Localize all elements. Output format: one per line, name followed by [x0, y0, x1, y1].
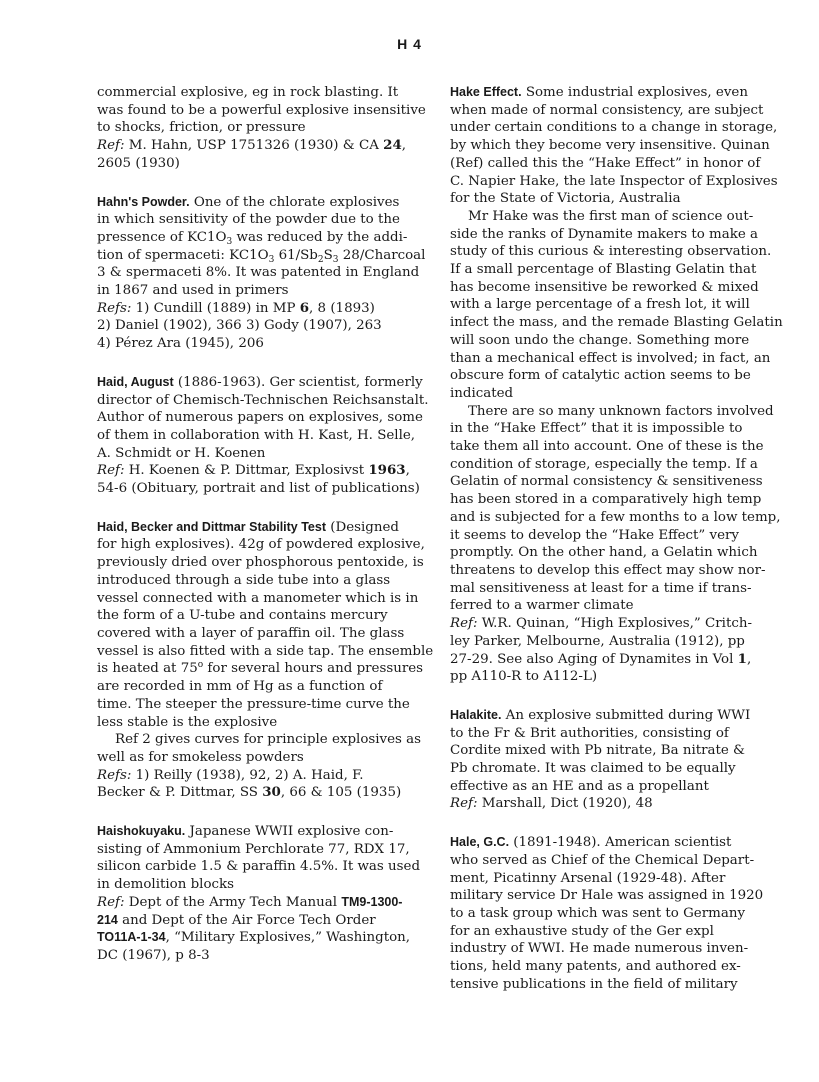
text-line: less stable is the explosive	[97, 714, 278, 730]
text-line: with a large percentage of a fresh lot, it will	[450, 297, 750, 313]
entry-haid-august	[97, 374, 429, 498]
entry-first-line: Hale, G.C. (1891-1948). American scientist	[450, 835, 732, 851]
text-line: If a small percentage of Blasting Gelatin that	[450, 262, 757, 278]
text-line: when made of normal consistency, are subject	[450, 102, 764, 118]
text-line: introduced through a side tube into a glass	[97, 572, 391, 588]
text-line: under certain conditions to a change in storage,	[450, 120, 778, 136]
text-line: vessel is also fitted with a side tap. The ensemble	[97, 643, 434, 659]
text-line: effective as an HE and as a propellant	[450, 778, 709, 794]
ref-label: Ref:	[450, 616, 478, 632]
entry-continued	[97, 84, 426, 173]
text-line: C. Napier Hake, the late Inspector of Explosives	[450, 173, 778, 189]
ref-label: Ref:	[97, 894, 125, 910]
text-line: tions, held many patents, and authored ex-	[450, 959, 741, 975]
text-line: indicated	[450, 385, 514, 401]
text-line: previously dried over phosphorous pentoxide, is	[97, 555, 424, 571]
text-line: is heated at 75$^o$ for several hours and pressures	[97, 660, 424, 677]
reference-line: 2605 (1930)	[97, 155, 180, 171]
text-line: for an exhaustive study of the Ger expl	[450, 923, 714, 939]
entry-heading: Hake Effect.	[450, 85, 522, 99]
reference-line: ley Parker, Melbourne, Australia (1912), pp	[450, 633, 745, 649]
text-line: (Ref) called this the “Hake Effect” in honor of	[450, 155, 761, 171]
reference-line: pp A110-R to A112-L)	[450, 669, 598, 685]
entry-heading: Hale, G.C.	[450, 835, 510, 850]
text-line: than a mechanical effect is involved; in fact, an	[450, 350, 771, 366]
text-line: to shocks, friction, or pressure	[97, 120, 306, 136]
text-line: who served as Chief of the Chemical Depart-	[450, 852, 755, 868]
text-line: commercial explosive, eg in rock blasting. It	[97, 85, 399, 100]
text-line: pressence of $KC1O_3$ was reduced by the addi-	[97, 229, 408, 247]
text-line: covered with a layer of paraffin oil. The glass	[97, 625, 405, 641]
reference-line: 27-29. See also Aging of Dynamites in Vol 1,	[450, 650, 752, 667]
entry-first-line: Haishokuyaku. Japanese WWII explosive con-	[97, 824, 394, 840]
text-line: threatens to develop this effect may show nor-	[450, 562, 766, 578]
entry-heading: Hahn's Powder.	[97, 194, 190, 209]
entry-hale-gc	[450, 834, 768, 993]
text-line: has become insensitive be reworked & mixed	[450, 279, 759, 295]
reference-line: 2) Daniel (1902), 366 3) Gody (1907), 263	[97, 318, 382, 334]
text-line: in 1867 and used in primers	[97, 283, 289, 299]
refs-label: Refs:	[97, 767, 132, 783]
entry-halakite	[450, 707, 768, 813]
reference-line: Ref: Dept of the Army Tech Manual TM9-1300-	[97, 894, 403, 910]
text-line: tensive publications in the field of military	[450, 976, 738, 992]
text-line: Author of numerous papers on explosives, some	[97, 410, 423, 426]
text-line: military service Dr Hale was assigned in 1920	[450, 888, 764, 904]
text-line: ment, Picatinny Arsenal (1929-48). After	[450, 870, 726, 886]
text-line: Gelatin of normal consistency & sensitiveness	[450, 474, 763, 490]
text-line: for the State of Victoria, Australia	[450, 191, 681, 207]
entry-heading: Halakite.	[450, 707, 502, 722]
ref-label: Ref:	[97, 463, 125, 479]
text-line: for high explosives). 42g of powdered explosive,	[97, 537, 425, 553]
text-line: ferred to a warmer climate	[450, 598, 634, 614]
text-line: in demolition blocks	[97, 877, 234, 893]
text-line: to the Fr & Brit authorities, consisting of	[450, 725, 729, 741]
text-line: promptly. On the other hand, a Gelatin which	[450, 545, 758, 561]
right-column	[450, 84, 783, 1014]
text-line: vessel connected with a manometer which is in	[97, 590, 419, 606]
text-line: the form of a U-tube and contains mercury	[97, 608, 388, 624]
reference-line: 54-6 (Obituary, portrait and list of publications)	[97, 481, 420, 497]
text-line: was found to be a powerful explosive insensitive	[97, 102, 426, 118]
text-line: time. The steeper the pressure-time curve the	[97, 696, 410, 712]
reference-line: 214 and Dept of the Air Force Tech Order	[97, 912, 376, 928]
ref-label: Ref:	[450, 796, 478, 812]
entry-first-line: Hake Effect. Some industrial explosives, even	[450, 85, 748, 100]
entry-heading: Haid, August	[97, 374, 174, 389]
text-line: it seems to develop the “Hake Effect” very	[450, 527, 739, 543]
left-column	[97, 84, 434, 986]
entry-stability-test	[97, 519, 434, 802]
entry-heading: Haishokuyaku.	[97, 824, 186, 839]
text-line: well as for smokeless powders	[97, 749, 304, 765]
text-line: 3 & spermaceti 8%. It was patented in England	[97, 265, 420, 281]
text-line: A. Schmidt or H. Koenen	[97, 445, 266, 461]
reference-line: Refs: 1) Reilly (1938), 92, 2) A. Haid, F.	[97, 767, 364, 783]
entry-first-line: Haid, August (1886-1963). Ger scientist, formerly	[97, 374, 423, 390]
entry-first-line: Halakite. An explosive submitted during WWI	[450, 707, 751, 723]
text-line: in which sensitivity of the powder due to the	[97, 212, 400, 228]
reference-line: Ref: W.R. Quinan, “High Explosives,” Critch-	[450, 616, 752, 632]
text-line: obscure form of catalytic action seems to be	[450, 368, 751, 384]
reference-line: Ref: M. Hahn, USP 1751326 (1930) & CA 24,	[97, 137, 407, 154]
text-line: Ref 2 gives curves for principle explosives as	[115, 732, 422, 748]
text-line: condition of storage, especially the temp. If a	[450, 456, 758, 472]
reference-line: Becker & P. Dittmar, SS 30, 66 & 105 (1935)	[97, 784, 402, 801]
text-line: There are so many unknown factors involved	[468, 403, 774, 419]
text-line: Mr Hake was the first man of science out-	[468, 208, 754, 224]
entry-hake-effect	[450, 84, 783, 686]
refs-label: Refs:	[97, 300, 132, 316]
text-line: in the “Hake Effect” that it is impossible to	[450, 421, 743, 437]
entry-heading: Haid, Becker and Dittmar Stability Test	[97, 519, 326, 534]
entry-hahns-powder	[97, 194, 426, 353]
reference-line: Ref: Marshall, Dict (1920), 48	[450, 796, 653, 812]
text-line: has been stored in a comparatively high temp	[450, 492, 762, 508]
reference-line: Refs: 1) Cundill (1889) in MP 6, 8 (1893)	[97, 299, 375, 316]
text-line: study of this curious & interesting observation.	[450, 244, 772, 260]
ref-label: Ref:	[97, 138, 125, 154]
reference-line: TO11A-1-34, “Military Explosives,” Washington,	[97, 930, 411, 946]
entry-first-line: Haid, Becker and Dittmar Stability Test (Designed	[97, 519, 399, 535]
text-line: side the ranks of Dynamite makers to make a	[450, 226, 758, 242]
reference-line: 4) Pérez Ara (1945), 206	[97, 336, 264, 352]
text-line: will soon undo the change. Something more	[450, 332, 750, 348]
text-line: take them all into account. One of these is the	[450, 439, 764, 455]
text-line: Cordite mixed with Pb nitrate, Ba nitrate &	[450, 743, 745, 759]
text-line: tion of spermaceti: $KC1O_3$ $61/Sb_2S_3$ 28/Charcoal	[97, 247, 426, 265]
reference-line: DC (1967), p 8-3	[97, 947, 210, 963]
text-line: and is subjected for a few months to a low temp,	[450, 509, 781, 525]
text-line: sisting of Ammonium Perchlorate 77, RDX 17,	[97, 841, 410, 857]
text-line: by which they become very insensitive. Quinan	[450, 138, 770, 154]
text-line: mal sensitiveness at least for a time if trans-	[450, 580, 752, 596]
entry-first-line: Hahn's Powder. One of the chlorate explosives	[97, 194, 400, 210]
text-line: infect the mass, and the remade Blasting Gelatin	[450, 315, 783, 331]
page-number: H 4	[397, 36, 422, 52]
text-line: silicon carbide 1.5 & paraffin 4.5%. It was used	[97, 859, 421, 875]
text-line: Pb chromate. It was claimed to be equally	[450, 761, 736, 777]
text-line: to a task group which was sent to Germany	[450, 905, 746, 921]
text-line: are recorded in mm of Hg as a function of	[97, 679, 383, 695]
text-line: director of Chemisch-Technischen Reichsanstalt.	[97, 392, 429, 408]
text-line: of them in collaboration with H. Kast, H. Selle,	[97, 427, 416, 443]
reference-line: Ref: H. Koenen & P. Dittmar, Explosivst 1963,	[97, 462, 410, 479]
entry-haishokuyaku	[97, 823, 421, 965]
text-line: industry of WWI. He made numerous inven-	[450, 941, 749, 957]
